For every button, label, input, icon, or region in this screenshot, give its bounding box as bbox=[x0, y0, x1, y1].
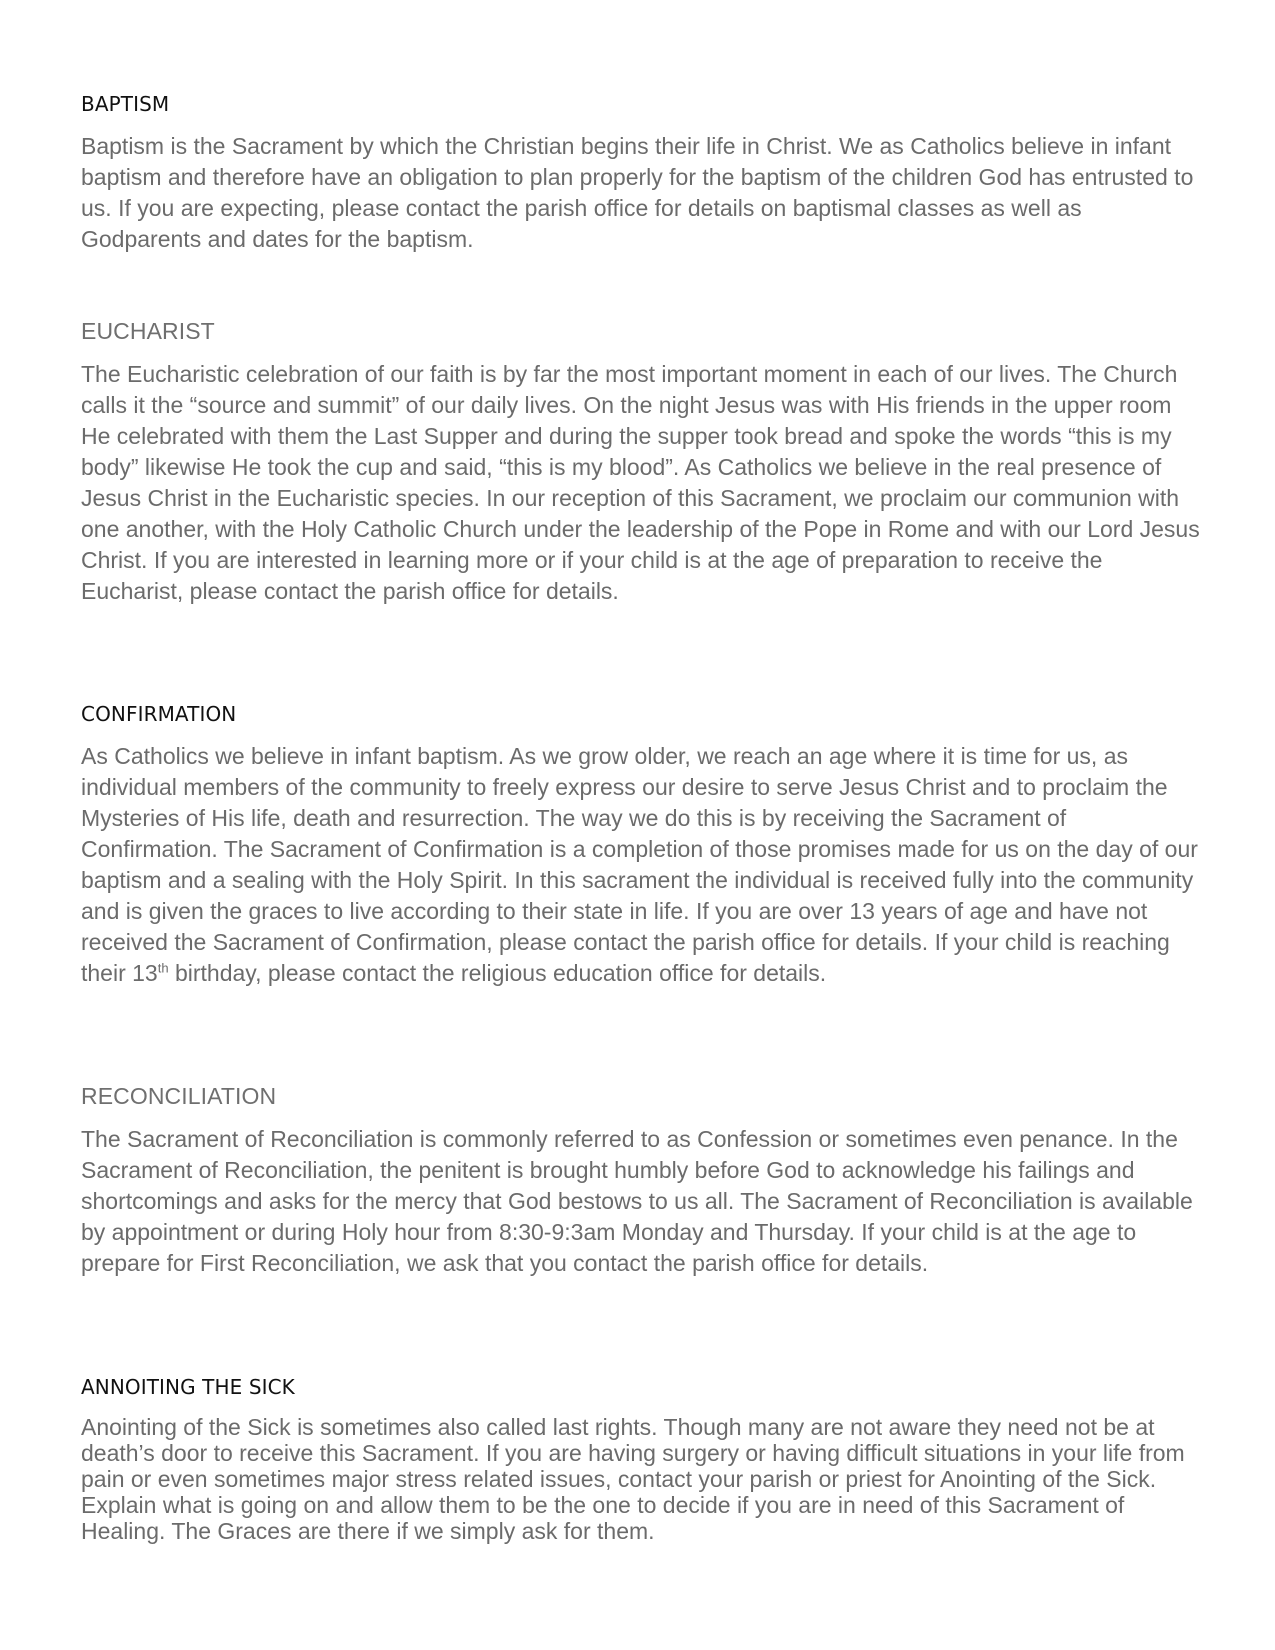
heading-eucharist: EUCHARIST bbox=[81, 318, 215, 344]
heading-anointing: ANNOITING THE SICK bbox=[81, 1375, 295, 1399]
section-baptism bbox=[81, 91, 1206, 255]
heading-baptism: BAPTISM bbox=[81, 92, 170, 116]
body-confirmation-part1: As Catholics we believe in infant baptism. As we grow older, we reach an age where it is time for us, as individual members of the community to freely express our desire to serve Jesus Christ and to proclaim the Mysteries of His life, death and resurrection. The way we do this is by receiving the Sacrament of Confirmation. The Sacrament of Confirmation is a completion of those promises made for us on the day of our baptism and a sealing with the Holy Spirit. In this sacrament the individual is received fully into the community and is given the graces to live according to their state in life. If you are over 13 years of age and have not received the Sacrament of Confirmation, please contact the parish office for details. If your child is reaching their 13 bbox=[81, 743, 1198, 986]
body-anointing: Anointing of the Sick is sometimes also called last rights. Though many are not aware they need not be at death’s door to receive this Sacrament. If you are having surgery or having difficult situations in your life from pain or even sometimes major stress related issues, contact your parish or priest for Anointing of the Sick. Explain what is going on and allow them to be the one to decide if you are in need of this Sacrament of Healing. The Graces are there if we simply ask for them. bbox=[81, 1414, 1185, 1544]
body-confirmation-part2: birthday, please contact the religious education office for details. bbox=[168, 960, 827, 986]
body-reconciliation: The Sacrament of Reconciliation is commonly referred to as Confession or sometimes even penance. In the Sacrament of Reconciliation, the penitent is brought humbly before God to acknowledge his failings and shortcomings and asks for the mercy that God bestows to us all. The Sacrament of Reconciliation is available by appointment or during Holy hour from 8:30-9:3am Monday and Thursday. If your child is at the age to prepare for First Reconciliation, we ask that you contact the parish office for details. bbox=[81, 1126, 1193, 1276]
body-confirmation bbox=[81, 741, 1206, 989]
section-confirmation bbox=[81, 701, 1206, 989]
section-anointing bbox=[81, 1374, 1206, 1544]
heading-confirmation: CONFIRMATION bbox=[81, 702, 237, 726]
heading-reconciliation: RECONCILIATION bbox=[81, 1083, 277, 1109]
section-reconciliation bbox=[81, 1082, 1206, 1279]
section-eucharist bbox=[81, 317, 1206, 607]
body-baptism: Baptism is the Sacrament by which the Christian begins their life in Christ. We as Catholics believe in infant baptism and therefore have an obligation to plan properly for the baptism of the children God has entrusted to us. If you are expecting, please contact the parish office for details on baptismal classes as well as Godparents and dates for the baptism. bbox=[81, 133, 1194, 252]
body-eucharist: The Eucharistic celebration of our faith is by far the most important moment in each of our lives. The Church calls it the “source and summit” of our daily lives. On the night Jesus was with His friends in the upper room He celebrated with them the Last Supper and during the supper took bread and spoke the words “this is my body” likewise He took the cup and said, “this is my blood”. As Catholics we believe in the real presence of Jesus Christ in the Eucharistic species. In our reception of this Sacrament, we proclaim our communion with one another, with the Holy Catholic Church under the leadership of the Pope in Rome and with our Lord Jesus Christ. If you are interested in learning more or if your child is at the age of preparation to receive the Eucharist, please contact the parish office for details. bbox=[81, 361, 1200, 604]
body-confirmation-superscript: th bbox=[157, 960, 169, 976]
